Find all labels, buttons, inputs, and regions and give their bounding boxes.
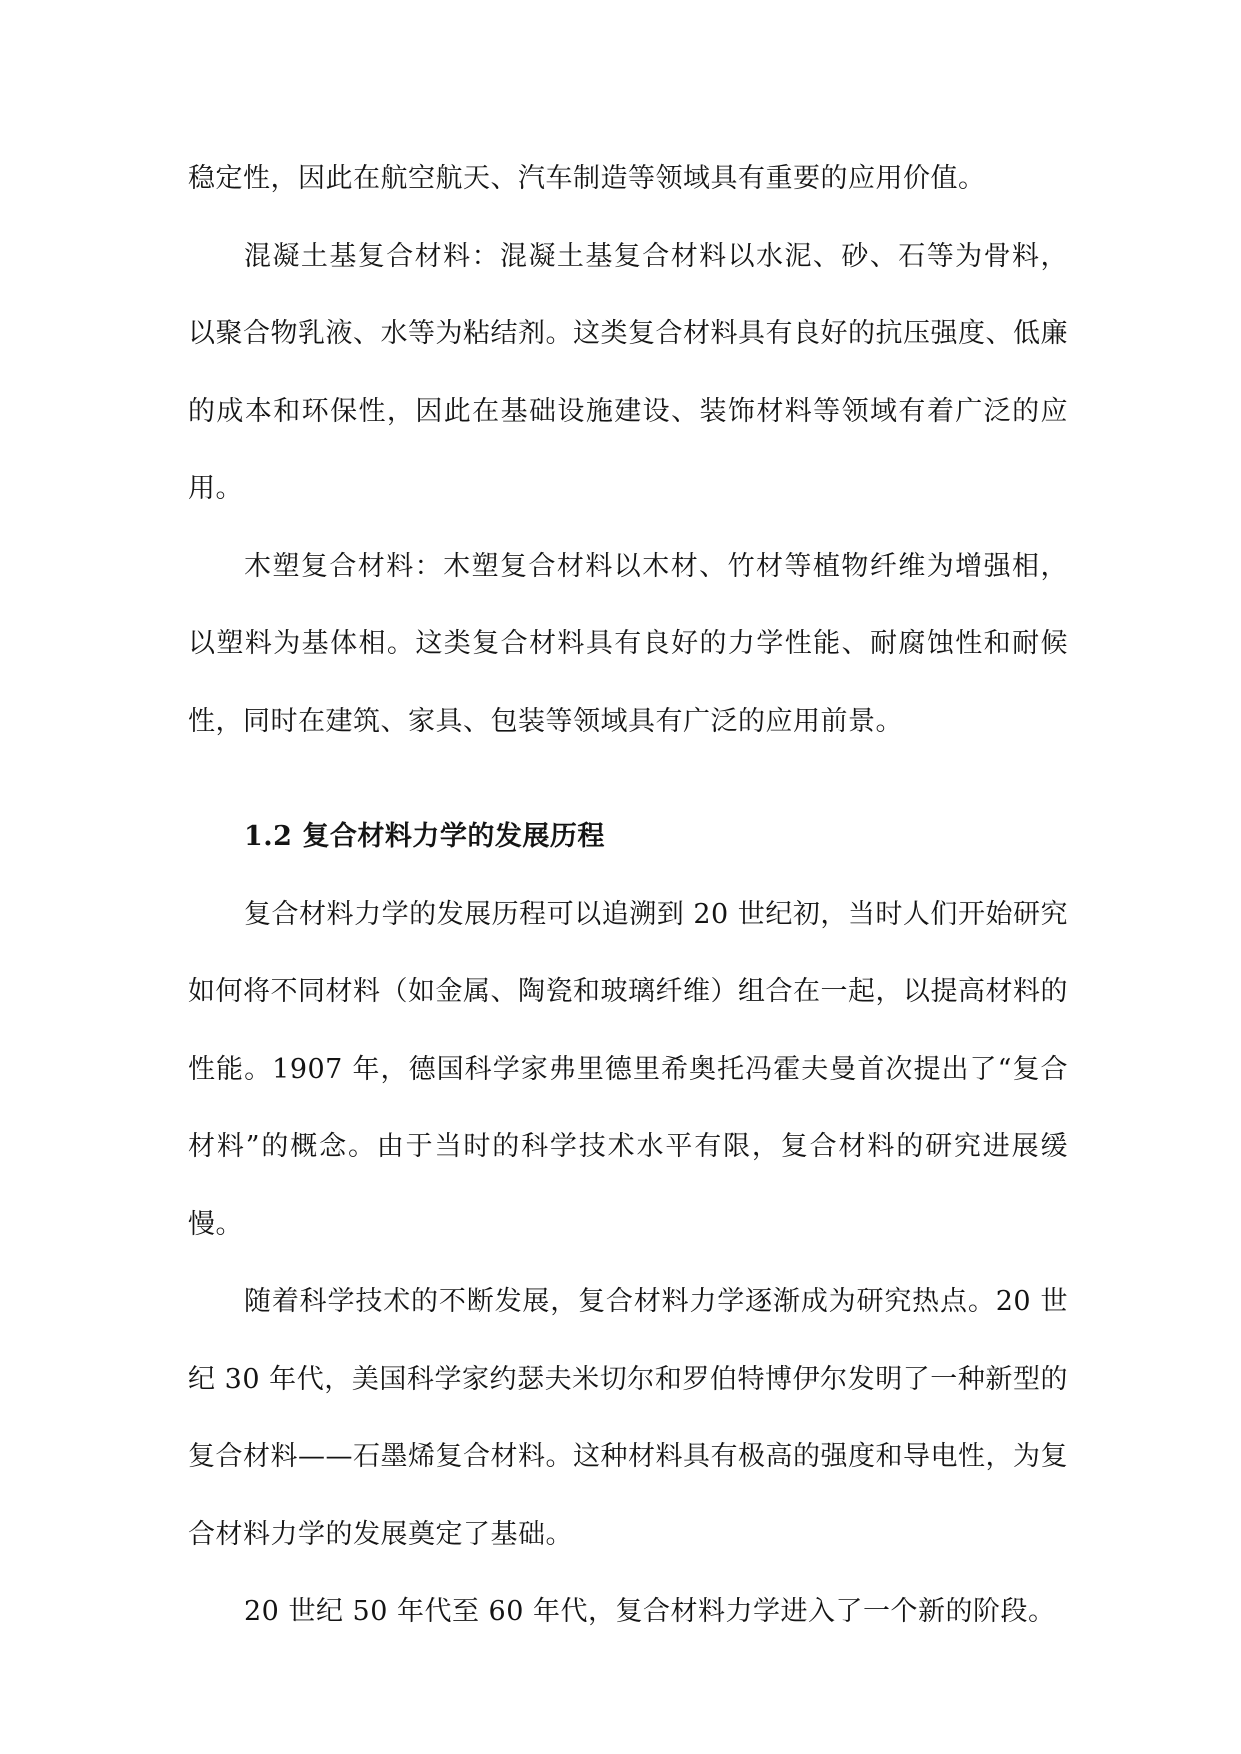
paragraph-1930s-development: 随着科学技术的不断发展，复合材料力学逐渐成为研究热点。20 世纪 30 年代，美国科学家约瑟夫米切尔和罗伯特博伊尔发明了一种新型的复合材料——石墨烯复合材料。这种材料具有极高的强度和导电性，为复合材料力学的发展奠定了基础。 [188, 1286, 1068, 1550]
document-body [188, 140, 1068, 1651]
paragraph-aerospace-stability: 稳定性，因此在航空航天、汽车制造等领域具有重要的应用价值。 [188, 163, 986, 194]
section-heading: 1.2 复合材料力学的发展历程 [244, 821, 605, 852]
paragraph-1950s-60s: 20 世纪 50 年代至 60 年代，复合材料力学进入了一个新的阶段。 [244, 1596, 1056, 1627]
paragraph-early-history: 复合材料力学的发展历程可以追溯到 20 世纪初，当时人们开始研究如何将不同材料（如金属、陶瓷和玻璃纤维）组合在一起，以提高材料的性能。1907 年，德国科学家弗里德里希奥托冯霍夫曼首次提出了“复合材料”的概念。由于当时的科学技术水平有限，复合材料的研究进展缓慢。 [188, 898, 1068, 1240]
paragraph-concrete-composites: 混凝土基复合材料：混凝土基复合材料以水泥、砂、石等为骨料，以聚合物乳液、水等为粘结剂。这类复合材料具有良好的抗压强度、低廉的成本和环保性，因此在基础设施建设、装饰材料等领域有着广泛的应用。 [188, 240, 1068, 504]
paragraph-wood-plastic-composites: 木塑复合材料：木塑复合材料以木材、竹材等植物纤维为增强相，以塑料为基体相。这类复合材料具有良好的力学性能、耐腐蚀性和耐候性，同时在建筑、家具、包装等领域具有广泛的应用前景。 [188, 550, 1068, 737]
